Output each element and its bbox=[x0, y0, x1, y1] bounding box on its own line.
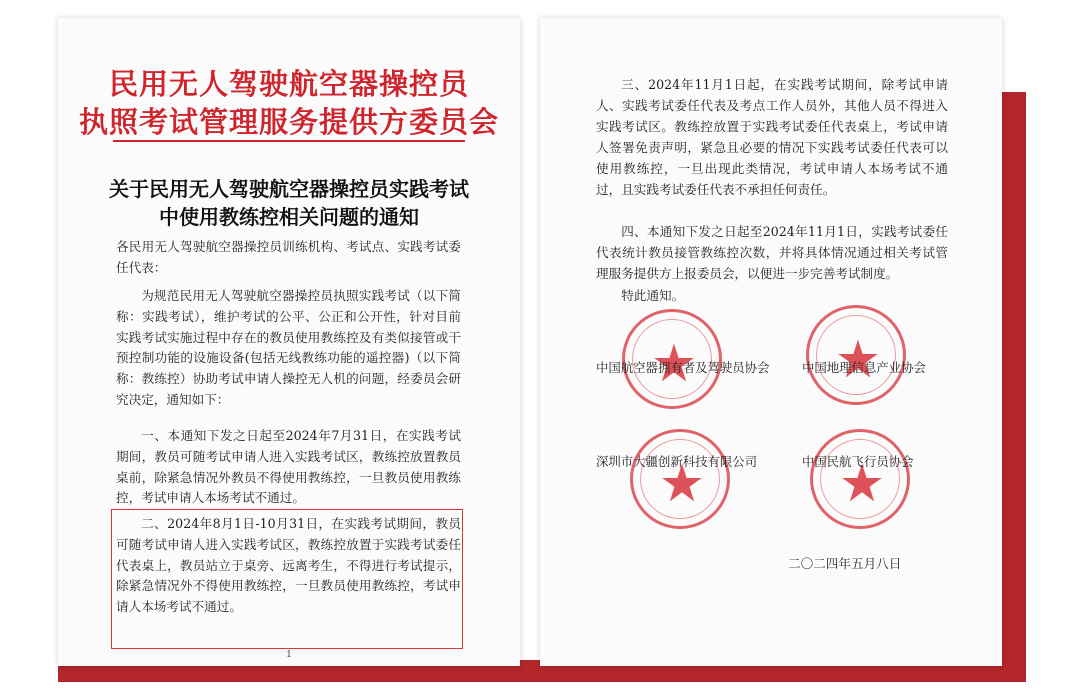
document-page-left bbox=[58, 18, 520, 666]
salutation: 各民用无人驾驶航空器操控员训练机构、考试点、实践考试委任代表： bbox=[116, 239, 461, 275]
signatory-aopa: 中国航空器拥有者及驾驶员协会 bbox=[596, 360, 770, 375]
notice-item-4: 四、本通知下发之日起至2024年11月1日，实践考试委任代表统计教员接管教练控次数，并将具体情况通过相关考试管理服务提供方上报委员会，以便进一步完善考试制度。 bbox=[596, 224, 948, 281]
signatory-cagis: 中国地理信息产业协会 bbox=[802, 360, 926, 375]
intro-paragraph: 为规范民用无人驾驶航空器操控员执照实践考试（以下简称：实践考试），维护考试的公平、公正和公开性，针对目前实践考试实施过程中存在的教员使用教练控及有类似接管或干预控制功能的设施设备(包括无线教练功能的遥控器)（以下简称：教练控）协助考试申请人操控无人机的问题，经委员会研究决定，通知如下： bbox=[116, 288, 461, 407]
org-title-line2: 执照考试管理服务提供方委员会 bbox=[78, 105, 499, 139]
signatory-capa: 中国民航飞行员协会 bbox=[802, 454, 914, 469]
signatory-dji: 深圳市大疆创新科技有限公司 bbox=[596, 454, 758, 469]
header-red-rule bbox=[113, 140, 465, 142]
notice-item-1: 一、本通知下发之日起至2024年7月31日，在实践考试期间，教员可随考试申请人进入实践考试区，教练控放置教员桌前，除紧急情况外教员不得使用教练控，一旦教员使用教练控，考试申请人本场考试不通过。 bbox=[116, 428, 461, 506]
notice-item-2: 二、2024年8月1日-10月31日，在实践考试期间，教员可随考试申请人进入实践考试区，教练控放置于实践考试委任代表桌上，教员站立于桌旁、远离考生，不得进行考试提示，除紧急情况外不得使用教练控，一旦教员使用教练控，考试申请人本场考试不通过。 bbox=[116, 516, 461, 615]
official-seal-capa bbox=[810, 429, 910, 529]
page-number: 1 bbox=[286, 650, 292, 660]
notice-item-3: 三、2024年11月1日起，在实践考试期间，除考试申请人、实践考试委任代表及考点工作人员外，其他人员不得进入实践考试区。教练控放置于实践考试委任代表桌上，考试申请人签署免责声明，紧急且必要的情况下实践考试委任代表可以使用教练控，一旦出现此类情况，考试申请人本场考试不通过，且实践考试委任代表不承担任何责任。 bbox=[596, 77, 948, 197]
closing-remark: 特此通知。 bbox=[621, 288, 685, 303]
issue-date: 二〇二四年五月八日 bbox=[788, 556, 902, 571]
document-page-right bbox=[540, 18, 1002, 666]
notice-title-line1: 关于民用无人驾驶航空器操控员实践考试 bbox=[109, 177, 469, 201]
official-seal-cagis bbox=[806, 305, 906, 405]
org-title-line1: 民用无人驾驶航空器操控员 bbox=[108, 67, 469, 101]
notice-title-line2: 中使用教练控相关问题的通知 bbox=[159, 205, 419, 229]
red-band-right bbox=[1002, 92, 1026, 662]
official-seal-dji bbox=[630, 429, 730, 529]
